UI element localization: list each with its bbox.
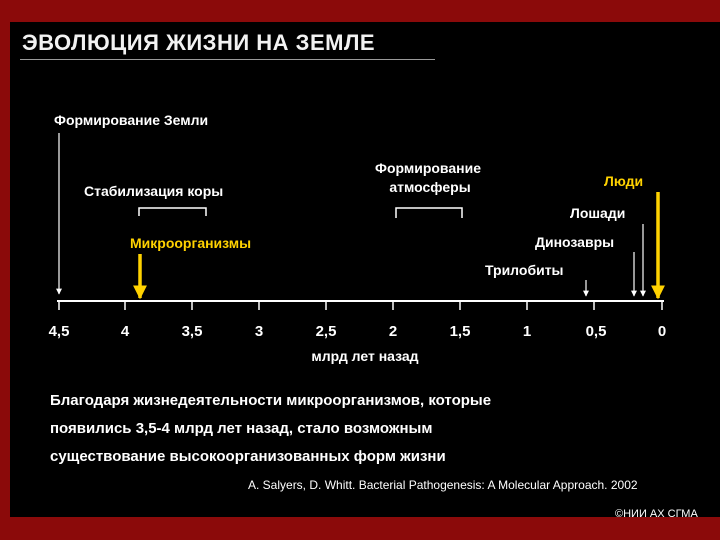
tick-label: 4 [120, 323, 130, 340]
label-humans: Люди [604, 173, 644, 189]
note-line: существование высокоорганизованных форм жизни [50, 448, 446, 465]
tick-label: 3 [254, 323, 264, 340]
crust-stabilization-bracket [139, 208, 206, 216]
note-line: Благодаря жизнедеятельности микроорганизмов, которые [50, 392, 492, 409]
tick-label: 1 [522, 323, 532, 340]
atmosphere-bracket [396, 208, 462, 218]
explanatory-note [50, 387, 491, 471]
label-horses: Лошади [570, 205, 626, 221]
axis-title: млрд лет назад [311, 348, 419, 364]
label-dinosaurs: Динозавры [535, 234, 615, 250]
label-microorganisms: Микроорганизмы [130, 235, 252, 251]
tick-label: 1,5 [449, 323, 471, 340]
label-crust-stabilization: Стабилизация коры [84, 183, 224, 199]
citation: A. Salyers, D. Whitt. Bacterial Pathogenesis: A Molecular Approach. 2002 [248, 478, 638, 492]
label-earth-formation: Формирование Земли [54, 112, 209, 128]
tick-label: 0,5 [585, 323, 607, 340]
copyright: ©НИИ АХ СГМА [615, 508, 698, 520]
label-atmosphere-line1: Формирование [375, 160, 481, 176]
tick-label: 2,5 [315, 323, 337, 340]
tick-label: 2 [388, 323, 398, 340]
slide-title: ЭВОЛЮЦИЯ ЖИЗНИ НА ЗЕМЛЕ [22, 30, 376, 55]
label-trilobites: Трилобиты [485, 262, 564, 278]
axis-ticks [59, 301, 662, 310]
tick-label: 4,5 [48, 323, 70, 340]
tick-label: 0 [657, 323, 667, 340]
tick-label: 3,5 [181, 323, 203, 340]
note-line: появились 3,5-4 млрд лет назад, стало возможным [50, 420, 433, 437]
label-atmosphere-line2: атмосферы [389, 179, 471, 195]
